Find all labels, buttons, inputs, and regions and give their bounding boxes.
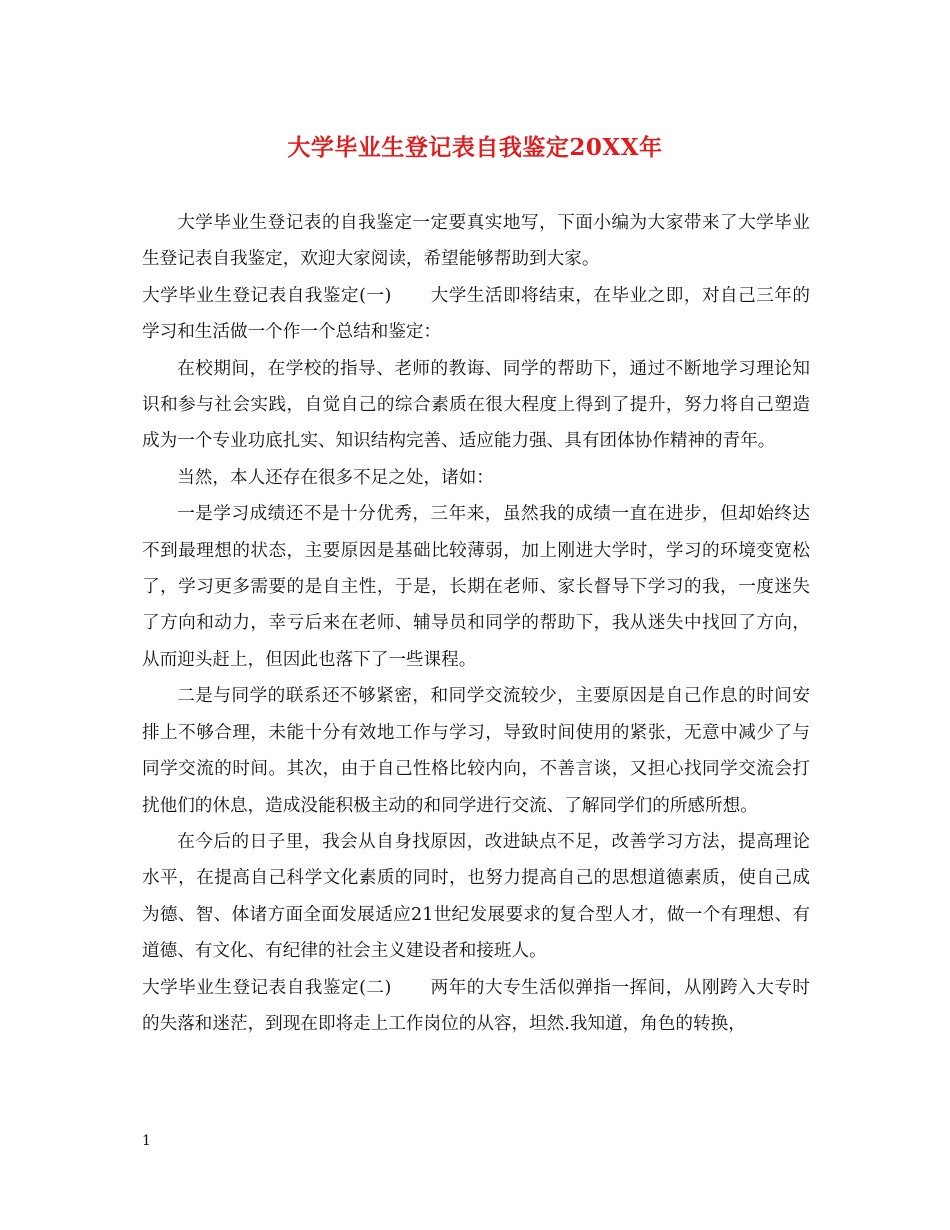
page-number: 1 (142, 1133, 151, 1149)
body-paragraph: 当然，本人还存在很多不足之处，诸如： (177, 467, 494, 488)
section-two-text: 两年的大专生活似弹指一挥间，从刚跨入大专时的失落和迷茫，到现在即将走上工作岗位的从容，坦然.我知道，角色的转换， (142, 977, 810, 1034)
body-paragraph: 在今后的日子里，我会从自身找原因，改进缺点不足，改善学习方法，提高理论水平，在提高自己科学文化素质的同时，也努力提高自己的思想道德素质，使自己成为德、智、体诸方面全面发展适应21世纪发展要求的复合型人才，做一个有理想、有道德、有文化、有纪律的社会主义建设者和接班人。 (142, 831, 810, 962)
document-title: 大学毕业生登记表自我鉴定20XX年 (287, 134, 663, 161)
document-body (142, 205, 810, 1042)
body-paragraph: 一是学习成绩还不是十分优秀，三年来，虽然我的成绩一直在进步，但却始终达不到最理想的状态，主要原因是基础比较薄弱，加上刚进大学时，学习的环境变宽松了，学习更多需要的是自主性，于是，长期在老师、家长督导下学习的我，一度迷失了方向和动力，幸亏后来在老师、辅导员和同学的帮助下，我从迷失中找回了方向，从而迎头赶上，但因此也落下了一些课程。 (142, 504, 810, 670)
body-paragraph: 二是与同学的联系还不够紧密，和同学交流较少，主要原因是自己作息的时间安排上不够合理，未能十分有效地工作与学习，导致时间使用的紧张，无意中减少了与同学交流的时间。其次，由于自己性格比较内向，不善言谈，又担心找同学交流会打扰他们的休息，造成没能积极主动的和同学进行交流、了解同学们的所感所想。 (142, 686, 810, 816)
section-two-paragraph (142, 970, 810, 1043)
body-paragraph: 在校期间，在学校的指导、老师的教诲、同学的帮助下，通过不断地学习理论知识和参与社会实践，自觉自己的综合素质在很大程度上得到了提升，努力将自己塑造成为一个专业功底扎实、知识结构完善、适应能力强、具有团体协作精神的青年。 (142, 358, 810, 452)
section-one-text: 大学生活即将结束，在毕业之即，对自己三年的学习和生活做一个作一个总结和鉴定： (142, 285, 810, 343)
intro-paragraph: 大学毕业生登记表的自我鉴定一定要真实地写，下面小编为大家带来了大学毕业生登记表自我鉴定，欢迎大家阅读，希望能够帮助到大家。 (142, 213, 810, 270)
section-one-paragraph (142, 278, 810, 351)
section-two-heading: 大学毕业生登记表自我鉴定(二) (142, 977, 392, 998)
section-one-heading: 大学毕业生登记表自我鉴定(一) (142, 285, 392, 306)
